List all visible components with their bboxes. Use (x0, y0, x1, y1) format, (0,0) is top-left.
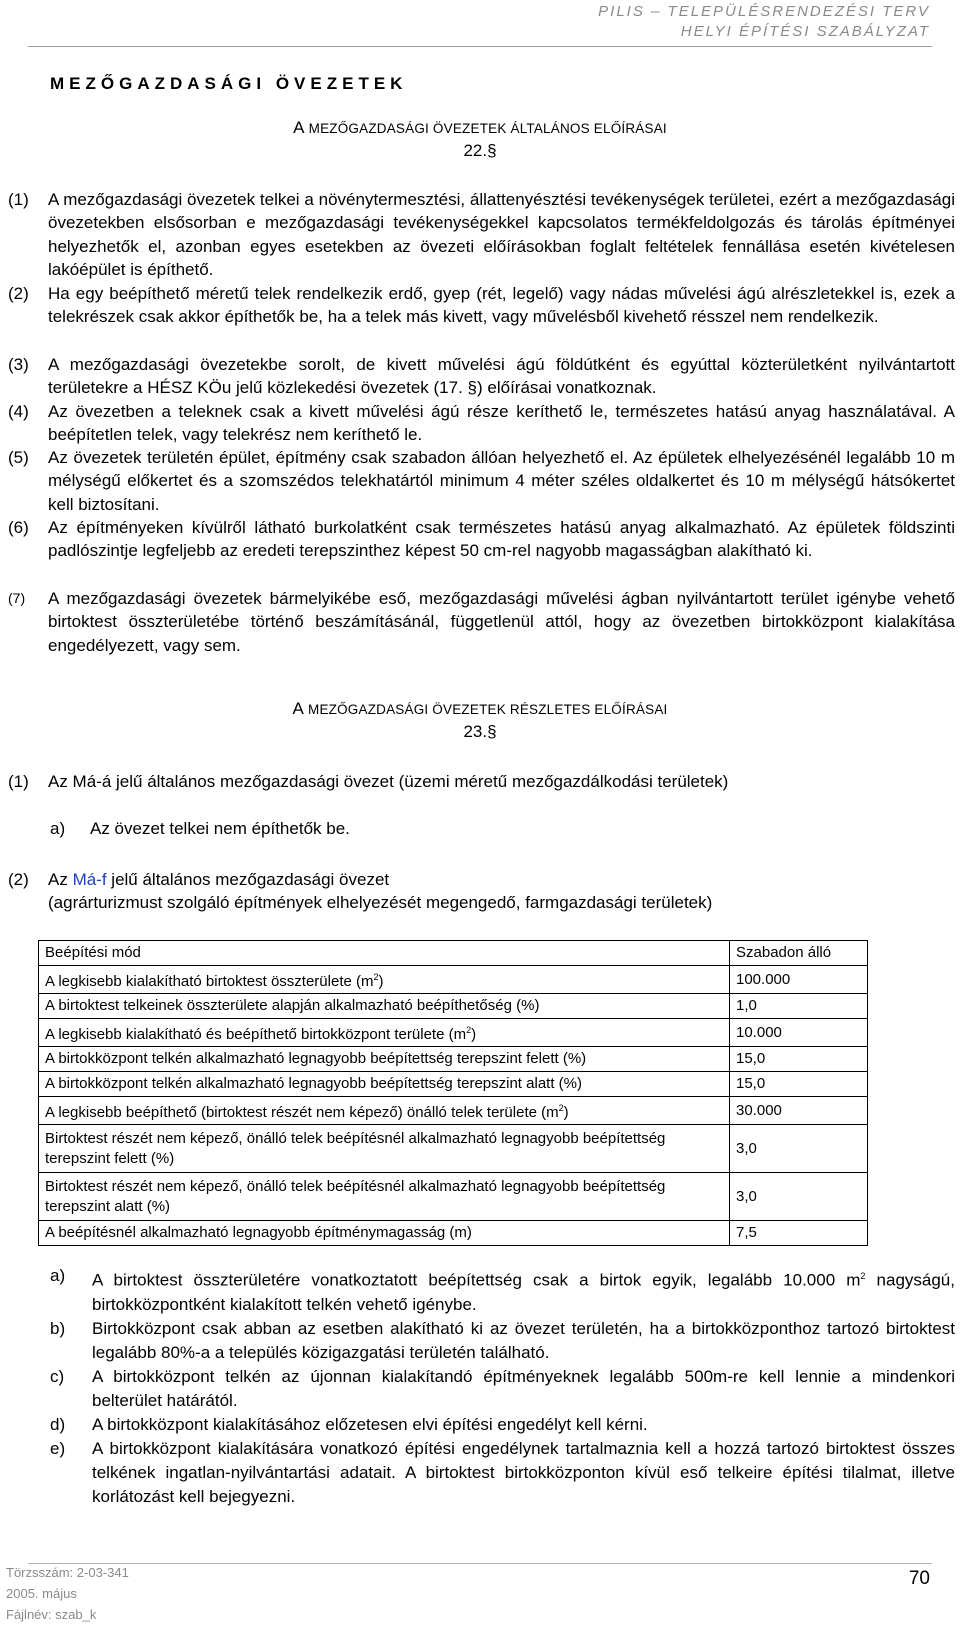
paragraph-number: (1) (8, 772, 29, 791)
table-row (39, 1047, 868, 1072)
item-text: Az övezet telkei nem építhetők be. (90, 819, 350, 838)
table-cell-value: 10.000 (730, 1019, 868, 1047)
table-cell-value: 7,5 (730, 1221, 868, 1246)
page-number: 70 (908, 1568, 930, 1589)
table-cell-value: 30.000 (730, 1097, 868, 1125)
paragraph-text: A mezőgazdasági övezetekbe sorolt, de kivett művelési ágú földútként és egyúttal közterületként nyilvántartott területekre a HÉSZ KÖu jelű közlekedési övezetek (17. §) előírásai vonatkoznak. (48, 355, 955, 398)
paragraph-text: Ha egy beépíthető méretű telek rendelkezik erdő, gyep (rét, legelő) vagy nádas művelési ágú alrészletekkel is, ezek a telekrészek csak akkor építhetők be, ha a telek más kivett, vagy művelésből kivehető résszel nem rendelkezik. (48, 284, 955, 327)
table-cell-value: 15,0 (730, 1072, 868, 1097)
header-rule (28, 46, 932, 47)
section-23-title-initial: A (292, 699, 305, 718)
item-text: Birtokközpont csak abban az esetben alakítható ki az övezet területén, ha a birtokközponthoz tartozó birtoktest legalább 80%-a a település közigazgatási területén található. (92, 1318, 955, 1362)
s22-paragraph-5 (8, 446, 955, 516)
section-22-title-initial: A (293, 118, 305, 137)
list-item (50, 1437, 955, 1509)
section-22-title-rest: MEZŐGAZDASÁGI ÖVEZETEK ÁLTALÁNOS ELŐÍRÁSAI (304, 121, 667, 136)
table-cell-label: A beépítésnél alkalmazható legnagyobb építménymagasság (m) (39, 1221, 730, 1246)
table-row (39, 1125, 868, 1173)
s23-paragraph-1-item-a (50, 817, 955, 840)
item-label: a) (50, 819, 66, 838)
table-row (39, 1019, 868, 1047)
paragraph-number: (6) (8, 518, 29, 537)
paragraph-number: (5) (8, 448, 29, 467)
header-subtitle: HELYI ÉPÍTÉSI SZABÁLYZAT (680, 23, 930, 40)
table-cell-label: A birtokközpont telkén alkalmazható legnagyobb beépítettség terepszint alatt (%) (39, 1072, 730, 1097)
conditions-list (50, 1264, 955, 1509)
section-23-number: 23.§ (463, 722, 497, 741)
chapter-title: MEZŐGAZDASÁGI ÖVEZETEK (50, 74, 408, 93)
paragraph-number: (2) (8, 284, 29, 303)
item-label: a) (50, 1266, 66, 1285)
paragraph-text: Az Má-á jelű általános mezőgazdasági övezet (üzemi méretű mezőgazdálkodási területek) (48, 772, 729, 791)
footer-filename: Fájlnév: szab_k (6, 1607, 97, 1622)
paragraph-text: Az építményeken kívülről látható burkolatként csak természetes hatású anyag alkalmazható. Az épületek földszinti padlószintje legfeljebb az eredeti terepszinthez képest 50 cm-rel nagyobb magasságban alakítható ki. (48, 518, 955, 561)
paragraph-text: A mezőgazdasági övezetek bármelyikébe eső, mezőgazdasági művelési ágban nyilvántartott terület igénybe vehető birtoktest összterületébe történő beszámításánál, függetlenül attól, hogy az övezetben birtokközpont kialakítása engedélyezett, vagy sem. (48, 589, 955, 655)
table-cell-label: A legkisebb kialakítható birtoktest összterülete $(m^2)$ (39, 966, 730, 994)
table-row (39, 941, 868, 966)
s22-paragraph-1 (8, 188, 955, 282)
s22-paragraph-4 (8, 400, 955, 447)
table-cell-value: 100.000 (730, 966, 868, 994)
section-22-title (0, 118, 960, 138)
table-row (39, 1097, 868, 1125)
paragraph-number: (2) (8, 870, 29, 889)
table-row (39, 966, 868, 994)
section-22-number: 22.§ (463, 141, 497, 160)
list-item (50, 1264, 955, 1317)
paragraph-text: Az övezetben a teleknek csak a kivett művelési ágú része keríthető le, természetes hatású anyag használatával. A beépítetlen telek, vagy telekrész nem keríthető le. (48, 402, 955, 445)
table-cell-label: Beépítési mód (39, 941, 730, 966)
table-row (39, 994, 868, 1019)
paragraph-number: (7) (8, 590, 26, 606)
s22-paragraph-3 (8, 353, 955, 400)
table-cell-label: A birtoktest telkeinek összterülete alapján alkalmazható beépíthetőség (%) (39, 994, 730, 1019)
zone-code: Má-f (72, 870, 107, 889)
paragraph-number: (1) (8, 190, 29, 209)
list-item (50, 1413, 955, 1437)
table-cell-label: A legkisebb beépíthető (birtoktest részét nem képező) önálló telek területe $(m^2)$ (39, 1097, 730, 1125)
table-cell-label: A legkisebb kialakítható és beépíthető birtokközpont területe $(m^2)$ (39, 1019, 730, 1047)
table-cell-value: 1,0 (730, 994, 868, 1019)
footer-date: 2005. május (6, 1586, 77, 1601)
item-text: A birtoktest összterületére vonatkoztatott beépítettség csak a birtok egyik, legalább 10.000 $m^2$ nagyságú, birtokközpontként kialakított telkén vehető igénybe. (92, 1270, 955, 1314)
paragraph-text: Az övezetek területén épület, építmény csak szabadon állóan helyezhető el. Az épületek elhelyezésénél legalább 10 m mélységű előkertet és a szomszédos telekhatártól minimum 4 méter széles oldalkertet és 10 m mélységű hátsókertet kell biztosítani. (48, 448, 955, 514)
table-cell-value: 15,0 (730, 1047, 868, 1072)
table-row (39, 1072, 868, 1097)
table-row (39, 1221, 868, 1246)
paragraph-text: A mezőgazdasági övezetek telkei a növénytermesztési, állattenyésztési tevékenységek területei, ezért a mezőgazdasági övezetekben elsősorban e mezőgazdasági tevékenységekkel kapcsolatos termékfeldolgozás és tárolás építményei helyezhetők el, azonban egyes esetekben az övezeti előírásokban foglalt feltételek fennállása esetén kivételesen lakóépület is építhető. (48, 190, 955, 280)
table-cell-label: Birtoktest részét nem képező, önálló telek beépítésnél alkalmazható legnagyobb beépítettség terepszint alatt (%) (39, 1173, 730, 1221)
item-label: e) (50, 1438, 66, 1458)
table-cell-label: Birtoktest részét nem képező, önálló telek beépítésnél alkalmazható legnagyobb beépítettség terepszint felett (%) (39, 1125, 730, 1173)
item-text: A birtokközpont telkén az újonnan kialakítandó építményeknek legalább 500m-re kell lennie a mindenkori belterület határától. (92, 1366, 955, 1410)
item-label: b) (50, 1318, 66, 1338)
table-cell-value: 3,0 (730, 1173, 868, 1221)
s22-paragraph-6 (8, 516, 955, 563)
table-cell-label: A birtokközpont telkén alkalmazható legnagyobb beépítettség terepszint felett (%) (39, 1047, 730, 1072)
footer-info (6, 1562, 129, 1625)
list-item (50, 1365, 955, 1413)
item-label: d) (50, 1414, 66, 1434)
table-cell-value: Szabadon álló (730, 941, 868, 966)
section-23-title (0, 699, 960, 719)
s23-paragraph-2 (8, 868, 955, 915)
footer-registry-number: Törzsszám: 2-03-341 (6, 1565, 129, 1580)
table-cell-value: 3,0 (730, 1125, 868, 1173)
table-row (39, 1173, 868, 1221)
s23-paragraph-1 (8, 770, 955, 793)
item-text: A birtokközpont kialakításához előzetesen elvi építési engedélyt kell kérni. (92, 1414, 648, 1434)
s22-paragraph-2 (8, 282, 955, 329)
footer-rule (28, 1563, 932, 1564)
paragraph-text: Az Má-f jelű általános mezőgazdasági övezet (agrárturizmust szolgáló építmények elhelyezését megengedő, farmgazdasági területek) (48, 870, 713, 913)
list-item (50, 1317, 955, 1365)
paragraph-number: (4) (8, 402, 29, 421)
section-23-title-rest: MEZŐGAZDASÁGI ÖVEZETEK RÉSZLETES ELŐÍRÁSAI (304, 702, 668, 717)
zone-parameters-table (38, 940, 868, 1246)
header-title: PILIS – TELEPÜLÉSRENDEZÉSI TERV (598, 3, 930, 20)
item-label: c) (50, 1366, 65, 1386)
paragraph-number: (3) (8, 355, 29, 374)
running-header (598, 2, 930, 42)
item-text: A birtokközpont kialakítására vonatkozó építési engedélynek tartalmaznia kell a hozzá tartozó birtoktest összes telkének ingatlan-nyilvántartási adatait. A birtoktest birtokközponton kívül eső telkeire építési tilalmat, illetve korlátozást kell bejegyezni. (92, 1438, 955, 1506)
s22-paragraph-7 (8, 587, 955, 657)
